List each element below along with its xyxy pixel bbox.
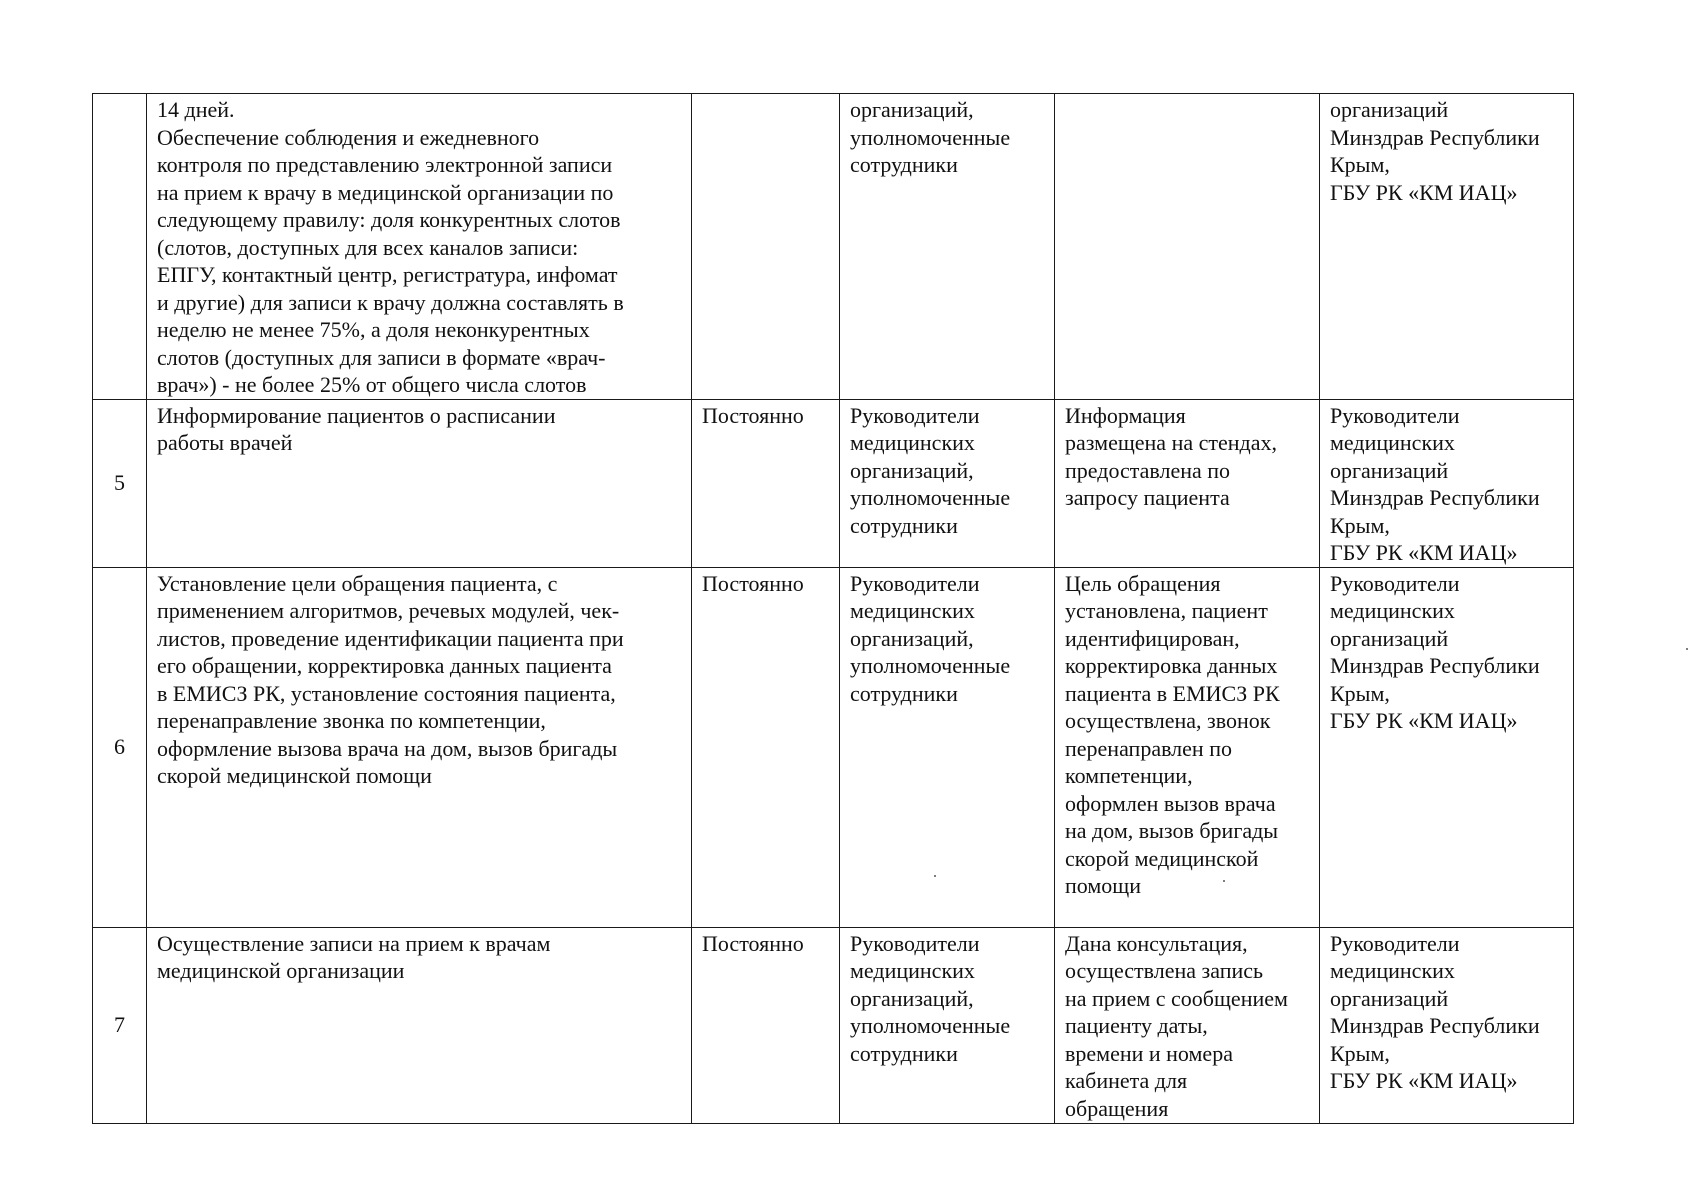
row-number-cell: [93, 399, 147, 567]
table-row: [93, 567, 1574, 927]
deadline-text: Постоянно: [702, 570, 804, 596]
row-number-cell: [93, 94, 147, 400]
control-text: Руководители медицинских организаций Минздрав Республики Крым, ГБУ РК «КМ ИАЦ»: [1330, 930, 1540, 1093]
responsible-text: Руководители медицинских организаций, уполномоченные сотрудники: [850, 570, 1011, 706]
activity-cell: [147, 927, 692, 1123]
activity-text: 14 дней. Обеспечение соблюдения и ежедневного контроля по представлению электронной записи на прием к врачу в медицинской организации по следующему правилу: доля конкурентных слотов (слотов, доступных для всех каналов записи: ЕПГУ, контактный центр, регистратура, инфомат и другие) для записи к врачу должна составлять в неделю не менее 75%, а доля неконкурентных слотов (доступных для записи в формате «врач- врач») - не более 25% от общего числа слотов: [157, 97, 624, 397]
result-cell: [1055, 399, 1320, 567]
activity-cell: [147, 399, 692, 567]
control-cell: [1320, 567, 1574, 927]
table-row: [93, 94, 1574, 400]
result-text: Дана консультация, осуществлена запись на прием с сообщением пациенту даты, времени и номера кабинета для обращения: [1065, 930, 1288, 1121]
control-text: Руководители медицинских организаций Минздрав Республики Крым, ГБУ РК «КМ ИАЦ»: [1330, 402, 1540, 565]
deadline-text: Постоянно: [702, 930, 804, 956]
responsible-cell: [840, 399, 1055, 567]
activity-text: Информирование пациентов о расписании работы врачей: [157, 402, 556, 455]
control-text: организаций Минздрав Республики Крым, ГБУ РК «КМ ИАЦ»: [1330, 97, 1540, 205]
result-text: Информация размещена на стендах, предоставлена по запросу пациента: [1065, 402, 1277, 510]
activity-cell: [147, 567, 692, 927]
deadline-text: Постоянно: [702, 402, 804, 428]
result-text: Цель обращения установлена, пациент идентифицирован, корректировка данных пациента в ЕМИСЗ РК осуществлена, звонок перенаправлен по компетенции, оформлен вызов врача на дом, вызов бригады скорой медицинской помощи: [1065, 570, 1280, 898]
scan-speck: [934, 875, 936, 877]
responsible-text: Руководители медицинских организаций, уполномоченные сотрудники: [850, 402, 1011, 538]
deadline-cell: [692, 927, 840, 1123]
row-number: 6: [114, 734, 125, 760]
result-cell: [1055, 94, 1320, 400]
responsible-cell: [840, 567, 1055, 927]
result-cell: [1055, 927, 1320, 1123]
responsible-cell: [840, 927, 1055, 1123]
scan-speck: [1223, 880, 1225, 882]
row-number-cell: [93, 927, 147, 1123]
result-cell: [1055, 567, 1320, 927]
activity-text: Осуществление записи на прием к врачам медицинской организации: [157, 930, 551, 983]
activity-cell: [147, 94, 692, 400]
control-cell: [1320, 94, 1574, 400]
deadline-cell: [692, 399, 840, 567]
table-row: [93, 927, 1574, 1123]
row-number: 7: [114, 1012, 125, 1038]
table-row: [93, 399, 1574, 567]
row-number-cell: [93, 567, 147, 927]
control-text: Руководители медицинских организаций Минздрав Республики Крым, ГБУ РК «КМ ИАЦ»: [1330, 570, 1540, 733]
activity-text: Установление цели обращения пациента, с применением алгоритмов, речевых модулей, чек- листов, проведение идентификации пациента при его обращении, корректировка данных пациента в ЕМИСЗ РК, установление состояния пациента, перенаправление звонка по компетенции, оформление вызова врача на дом, вызов бригады скорой медицинской помощи: [157, 570, 624, 788]
responsible-cell: [840, 94, 1055, 400]
control-cell: [1320, 927, 1574, 1123]
deadline-cell: [692, 94, 840, 400]
scan-speck: [1686, 648, 1688, 650]
row-number: 5: [114, 470, 125, 496]
responsible-text: Руководители медицинских организаций, уполномоченные сотрудники: [850, 930, 1011, 1066]
responsible-text: организаций, уполномоченные сотрудники: [850, 97, 1011, 177]
deadline-cell: [692, 567, 840, 927]
control-cell: [1320, 399, 1574, 567]
action-plan-table: [92, 93, 1574, 1124]
